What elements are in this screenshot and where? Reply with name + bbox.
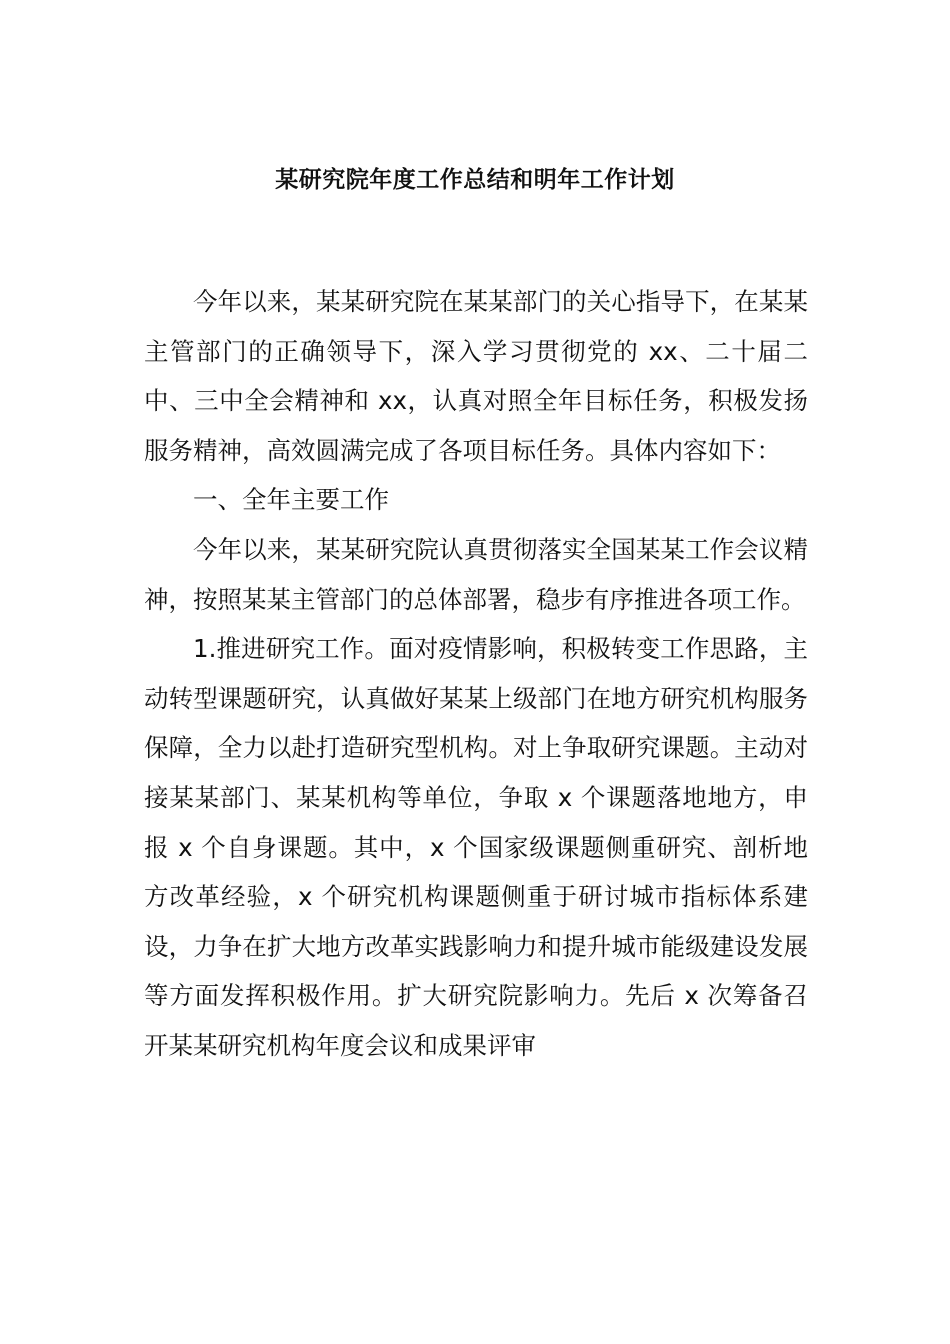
- paragraph-intro: 今年以来，某某研究院在某某部门的关心指导下，在某某主管部门的正确领导下，深入学习贯彻党的 xx、二十届二中、三中全会精神和 xx，认真对照全年目标任务，积极发扬服务精神，高效圆满完成了各项目标任务。具体内容如下：: [144, 287, 808, 465]
- document-title: 某研究院年度工作总结和明年工作计划: [275, 167, 675, 193]
- document-body: [144, 277, 808, 1071]
- section-heading-main-work: 一、全年主要工作: [193, 485, 389, 515]
- paragraph-overview: 今年以来，某某研究院认真贯彻落实全国某某工作会议精神，按照某某主管部门的总体部署，稳步有序推进各项工作。: [144, 534, 808, 614]
- paragraph-research-work: 1.推进研究工作。面对疫情影响，积极转变工作思路，主动转型课题研究，认真做好某某上级部门在地方研究机构服务保障，全力以赴打造研究型机构。对上争取研究课题。主动对接某某部门、某某机构等单位，争取 x 个课题落地地方，申报 x 个自身课题。其中，x 个国家级课题侧重研究、剖析地方改革经验，x 个研究机构课题侧重于研讨城市指标体系建设，力争在扩大地方改革实践影响力和提升城市能级建设发展等方面发挥积极作用。扩大研究院影响力。先后 x 次筹备召开某某研究机构年度会议和成果评审: [144, 634, 808, 1060]
